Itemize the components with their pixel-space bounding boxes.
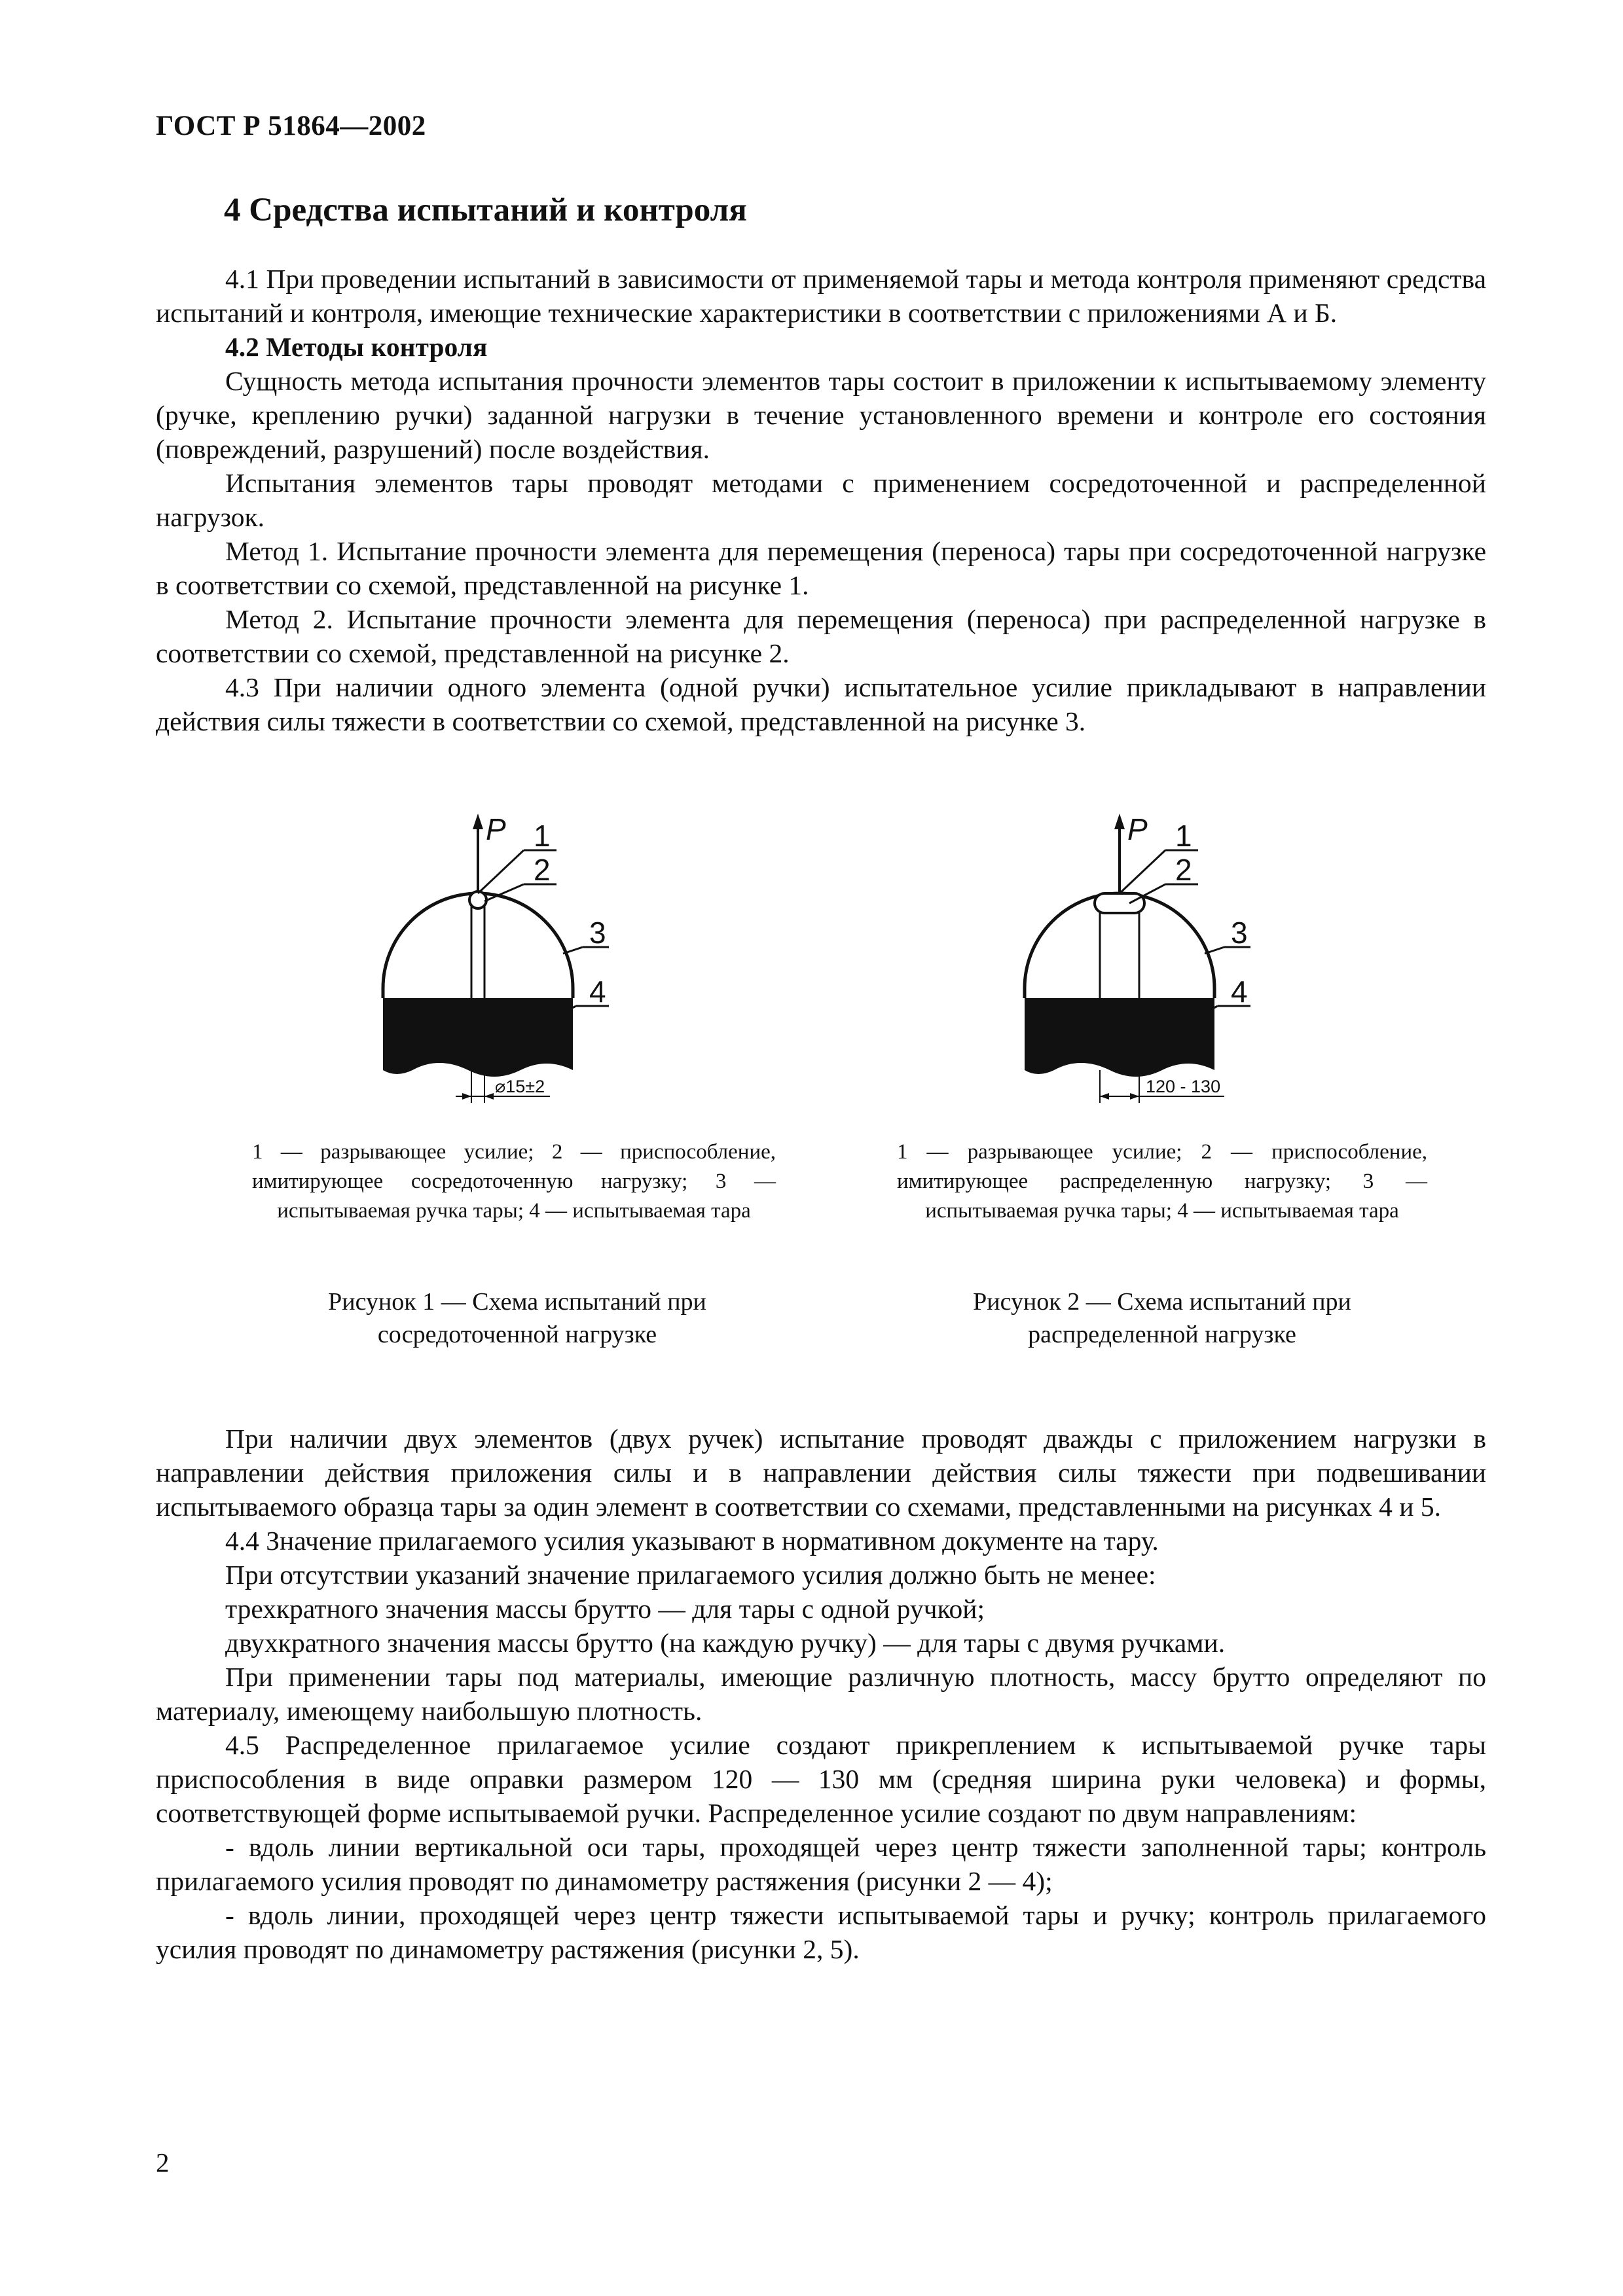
callout-4: 4	[1231, 975, 1248, 1009]
dimension-arrow-left	[462, 1093, 471, 1100]
figure-1-svg	[340, 808, 746, 1109]
paragraph-4-3: 4.3 При наличии одного элемента (одной ручки) испытательное усилие прикладывают в направлении действия силы тяжести в соответствии со схемой, представленной на рисунке 3.	[156, 672, 1486, 736]
force-label: P	[1127, 812, 1148, 846]
dimension-arrow-right	[1130, 1093, 1139, 1100]
paragraph-default-force: При отсутствии указаний значение прилагаемого усилия должно быть не менее:	[225, 1560, 1156, 1590]
paragraph-two-handles: При наличии двух элементов (двух ручек) испытание проводят дважды с приложением нагрузки в направлении действия приложения силы и в направлении действия силы тяжести при подвешивании испытываемого образца тары за один элемент в соответствии со схемами, представленными на рисунках 4 и 5.	[156, 1424, 1486, 1522]
section-title: 4 Средства испытаний и контроля	[224, 192, 747, 228]
paragraph-test-methods: Испытания элементов тары проводят методами с применением сосредоточенной и распределенной нагрузок.	[156, 468, 1486, 532]
callout-4: 4	[589, 975, 606, 1009]
paragraph-4-1: 4.1 При проведении испытаний в зависимости от применяемой тары и метода контроля применяют средства испытаний и контроля, имеющие технические характеристики в соответствии с приложениями А и Б.	[156, 264, 1486, 328]
concentrated-load-fixture	[469, 891, 486, 908]
subsection-heading-4-2: 4.2 Методы контроля	[225, 332, 488, 362]
dimension-arrow-left	[1100, 1093, 1109, 1100]
dimension-arrow-right	[484, 1093, 494, 1100]
paragraph-direction-handle: - вдоль линии, проходящей через центр тяжести испытываемой тары и ручку; контроль прилагаемого усилия проводят по динамометру растяжения (рисунки 2, 5).	[156, 1900, 1486, 1964]
paragraph-method-1: Метод 1. Испытание прочности элемента для перемещения (переноса) тары при сосредоточенной нагрузке в соответствии со схемой, представленной на рисунке 1.	[156, 536, 1486, 600]
figure-1-diagram	[340, 808, 746, 1109]
figure-2-legend: 1 — разрывающее усилие; 2 — приспособление, имитирующее распределенную нагрузку; 3 — испытываемая ручка тары; 4 — испытываемая тара	[897, 1140, 1427, 1223]
dimension-label: ⌀15±2	[495, 1077, 545, 1096]
force-arrow-head	[473, 814, 483, 829]
callout-2: 2	[1175, 853, 1192, 887]
filled-container	[1025, 998, 1214, 1077]
figure-1-legend: 1 — разрывающее усилие; 2 — приспособление, имитирующее сосредоточенную нагрузку; 3 — испытываемая ручка тары; 4 — испытываемая тара	[252, 1140, 776, 1223]
dimension-label: 120 - 130	[1146, 1077, 1221, 1096]
page-number: 2	[156, 2147, 170, 2178]
callout-1: 1	[534, 819, 551, 853]
document-code: ГОСТ Р 51864—2002	[156, 111, 426, 141]
figure-2-caption: Рисунок 2 — Схема испытаний при распределенной нагрузке	[973, 1288, 1351, 1348]
distributed-load-fixture	[1095, 893, 1144, 913]
paragraph-4-4: 4.4 Значение прилагаемого усилия указывают в нормативном документе на тару.	[225, 1526, 1159, 1556]
filled-container	[383, 998, 573, 1077]
top-text-block	[156, 262, 1486, 738]
figure-1-caption: Рисунок 1 — Схема испытаний при сосредоточенной нагрузке	[328, 1288, 706, 1348]
callout-3: 3	[1231, 916, 1248, 950]
force-arrow-head	[1114, 814, 1125, 829]
paragraph-direction-vertical: - вдоль линии вертикальной оси тары, проходящей через центр тяжести заполненной тары; контроль прилагаемого усилия проводят по динамометру растяжения (рисунки 2 — 4);	[156, 1832, 1486, 1896]
bottom-text-block	[156, 1422, 1486, 1966]
force-label: P	[486, 812, 506, 846]
figure-2-svg	[982, 808, 1388, 1109]
paragraph-4-5: 4.5 Распределенное прилагаемое усилие создают прикреплением к испытываемой ручке тары приспособления в виде оправки размером 120 — 130 мм (средняя ширина руки человека) и формы, соответствующей форме испытываемой ручки. Распределенное усилие создают по двум направлениям:	[156, 1730, 1486, 1828]
callout-2: 2	[534, 853, 551, 887]
callout-3: 3	[589, 916, 606, 950]
paragraph-two-handles-rule: двухкратного значения массы брутто (на каждую ручку) — для тары с двумя ручками.	[225, 1628, 1226, 1658]
paragraph-one-handle-rule: трехкратного значения массы брутто — для тары с одной ручкой;	[225, 1594, 985, 1624]
paragraph-method-2: Метод 2. Испытание прочности элемента для перемещения (переноса) при распределенной нагрузке в соответствии со схемой, представленной на рисунке 2.	[156, 604, 1486, 668]
paragraph-density: При применении тары под материалы, имеющие различную плотность, массу брутто определяют по материалу, имеющему наибольшую плотность.	[156, 1662, 1486, 1726]
callout-1: 1	[1175, 819, 1192, 853]
paragraph-method-essence: Сущность метода испытания прочности элементов тары состоит в приложении к испытываемому элементу (ручке, креплению ручки) заданной нагрузки в течение установленного времени и контроле его состояния (повреждений, разрушений) после воздействия.	[156, 366, 1486, 464]
figure-2-diagram	[982, 808, 1388, 1109]
